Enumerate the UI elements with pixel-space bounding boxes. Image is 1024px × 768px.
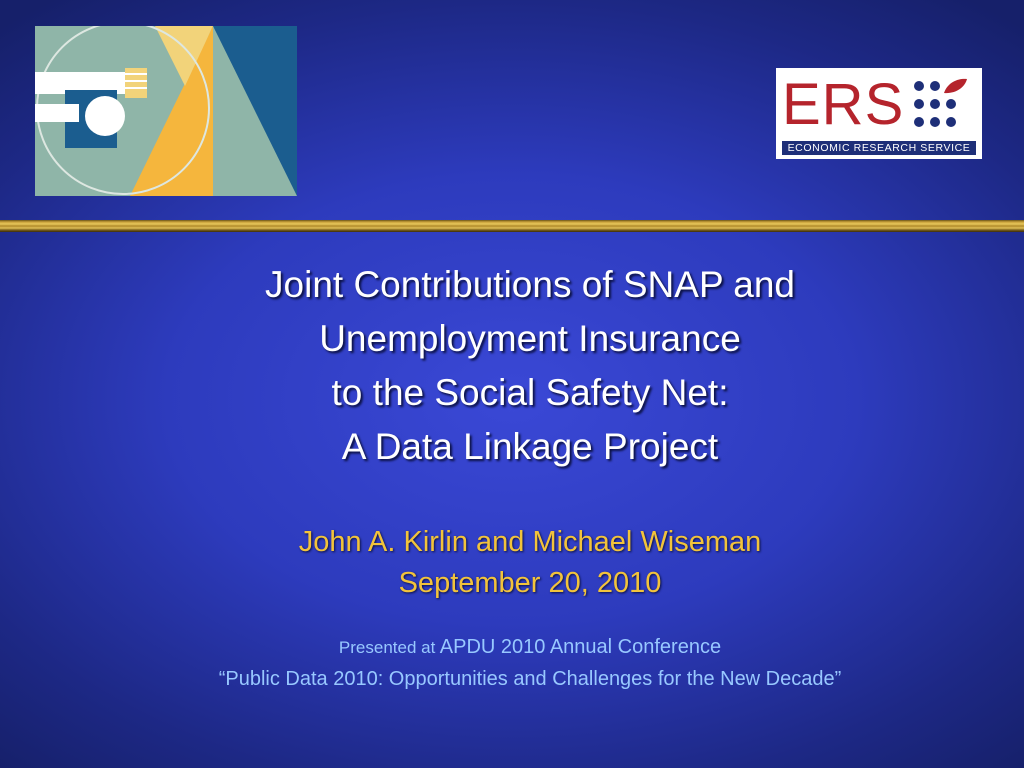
ers-dots-leaf-icon: [910, 77, 968, 133]
conference-theme: “Public Data 2010: Opportunities and Challenges for the New Decade”: [218, 668, 842, 690]
presented-prefix: Presented at: [338, 638, 436, 657]
ers-logo: [776, 68, 982, 159]
title-line-2: Unemployment Insurance: [319, 318, 741, 359]
snap-logo-graphic: [35, 26, 297, 196]
snap-program-logo: [35, 26, 297, 196]
title-line-3: to the Social Safety Net:: [331, 372, 729, 413]
presented-line: [40, 632, 1020, 664]
authors-block: [60, 522, 1000, 604]
ers-logo-subtitle: ECONOMIC RESEARCH SERVICE: [782, 141, 976, 155]
title-line-1: Joint Contributions of SNAP and: [265, 264, 795, 305]
gold-divider: [0, 220, 1024, 232]
presentation-date: September 20, 2010: [398, 567, 662, 599]
ers-logo-letters: ERS: [782, 72, 905, 137]
presentation-info: [40, 632, 1020, 694]
author-names: John A. Kirlin and Michael Wiseman: [298, 526, 762, 558]
conference-name: APDU 2010 Annual Conference: [439, 636, 722, 658]
slide-title: [60, 258, 1000, 474]
title-line-4: A Data Linkage Project: [341, 426, 719, 467]
